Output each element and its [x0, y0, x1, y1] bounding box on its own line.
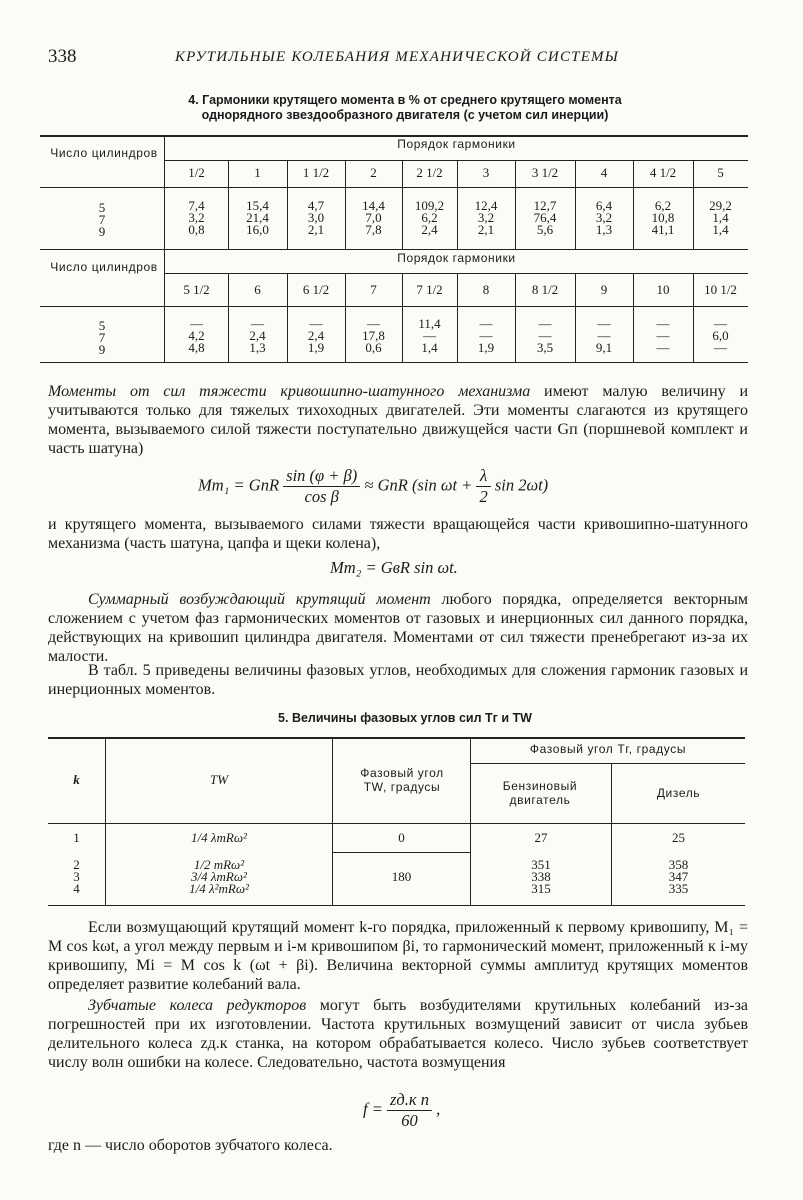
table4-value: 12,4 — [474, 198, 498, 213]
table4-cyl: 7 — [98, 330, 106, 345]
rule — [48, 823, 745, 824]
table5-k: 2 — [73, 857, 80, 872]
table5-header-diesel: Дизель — [656, 786, 701, 800]
table4-value: 1,3 — [249, 340, 266, 355]
table4-value: 9,1 — [595, 340, 613, 355]
paragraph-italic: Зубчатые колеса редукторов — [88, 997, 307, 1014]
table4-value: — — [538, 328, 552, 343]
table4-value: 4,8 — [188, 340, 205, 355]
table5-phase-w: 180 — [391, 869, 412, 884]
table5-petrol: 338 — [531, 869, 551, 884]
table5-tw: 1/2 mRω² — [193, 857, 245, 872]
formula-fraction — [387, 1090, 432, 1131]
table4-order: 4 1/2 — [649, 165, 677, 180]
table4-value: 2,4 — [421, 222, 438, 237]
table4-value: 15,4 — [246, 198, 269, 213]
running-title: КРУТИЛЬНЫЕ КОЛЕБАНИЯ МЕХАНИЧЕСКОЙ СИСТЕМЫ — [175, 49, 620, 65]
table4-value: — — [367, 316, 380, 331]
table4-value: 3,2 — [595, 210, 613, 225]
table4-order: 1 — [254, 165, 261, 180]
paragraph-italic: Моменты от сил тяжести кривошипно-шатунного механизма — [48, 383, 531, 400]
table4-value: 109,2 — [414, 198, 445, 213]
table4-value: — — [251, 316, 264, 331]
table4-value: — — [714, 340, 727, 355]
table4-value: 4,7 — [307, 198, 325, 213]
table4-value: — — [479, 328, 493, 343]
formula-denominator: cos β — [304, 487, 339, 506]
table4-value: — — [190, 316, 203, 331]
table4-order: 7 — [370, 282, 377, 297]
table5-header-petrol: Бензиновый двигатель — [502, 779, 578, 807]
table4-value: 12,7 — [533, 198, 557, 213]
table4-value: 7,0 — [365, 210, 382, 225]
table4-value: 16,0 — [246, 222, 269, 237]
formula-part: f = — [363, 1099, 383, 1119]
table4-value: — — [309, 316, 323, 331]
table4-order: 5 1/2 — [183, 282, 210, 297]
table5-diesel: 25 — [672, 830, 685, 845]
table5-petrol: 27 — [534, 830, 548, 845]
rule — [48, 737, 745, 739]
table4-value: 41,1 — [651, 222, 675, 237]
table4-cyl: 9 — [98, 342, 106, 357]
table4-value: 5,6 — [536, 222, 554, 237]
formula-numerator: sin (φ + β) — [283, 466, 360, 487]
table4-col-group: Порядок гармоники — [397, 137, 516, 151]
table5-tw: 3/4 λmRω² — [191, 869, 247, 884]
formula-part: sin 2ωt) — [494, 475, 549, 495]
formula-denominator: 2 — [479, 487, 488, 506]
table4-order: 10 1/2 — [704, 282, 737, 297]
table4-cyl: 5 — [98, 200, 106, 215]
table5-header-k: k — [73, 772, 80, 787]
paragraph-text: любого порядка, определяется векторным сложением с учетом фаз гармонических моментов от газовых и инерционных сил данного порядка, действующих на кривошип цилиндра двигателя. Моментами от сил тяжести пренебрегают из-за их малости. — [48, 591, 748, 665]
table4-caption-line2: однорядного звездообразного двигателя (с учетом сил инерции) — [201, 108, 609, 122]
table4-value: — — [479, 316, 493, 331]
table4-value: 7,4 — [188, 198, 205, 213]
table4-value: 7,8 — [365, 222, 382, 237]
paragraph-text: имеют малую величину и учитываются только для тяжелых тихоходных двигателей. Эти моменты слагаются из крутящего момента, вызываемого силой тяжести поступательно движущейся части Gп (поршневой комплект и часть шатуна) — [48, 383, 749, 457]
table4-value: 6,0 — [712, 328, 729, 343]
table4-order: 1 1/2 — [302, 165, 330, 180]
table4-value: 1,9 — [477, 340, 495, 355]
table4-order: 3 1/2 — [531, 165, 559, 180]
table4-value: 3,2 — [477, 210, 495, 225]
formula-denominator: 60 — [401, 1111, 418, 1130]
table4-value: 1,4 — [421, 340, 438, 355]
table4-order: 1/2 — [188, 165, 205, 180]
formula-numerator: λ — [476, 466, 490, 487]
table4-value: 2,1 — [477, 222, 495, 237]
table4-value: — — [656, 340, 670, 355]
table4-value: 3,5 — [536, 340, 554, 355]
formula-part: Mm₁ = GпR — [198, 475, 280, 495]
table4-value: — — [597, 328, 611, 343]
table4-cyl: 5 — [98, 318, 106, 333]
table4-order: 8 — [482, 282, 490, 297]
table4-value: 10,8 — [651, 210, 675, 225]
table4-value: 1,4 — [712, 210, 729, 225]
formula-part: ≈ GпR (sin ωt + — [364, 475, 473, 495]
table4-value: 14,4 — [362, 198, 385, 213]
table5-header-phase-w: Фазовый угол TW, градусы — [360, 766, 444, 794]
table4-value: 1,9 — [307, 340, 325, 355]
table5-k: 4 — [73, 881, 80, 896]
table4-row-header: Число цилиндров — [50, 146, 158, 160]
table4-value: — — [714, 316, 727, 331]
table4-order: 7 1/2 — [416, 282, 443, 297]
page-number: 338 — [48, 46, 77, 67]
table4-value: 17,8 — [362, 328, 385, 343]
table4-value: 3,2 — [188, 210, 205, 225]
table4-cyl: 9 — [98, 224, 106, 239]
table4-value: 4,2 — [188, 328, 205, 343]
table4-value: 2,4 — [307, 328, 325, 343]
paragraph-table5-ref: В табл. 5 приведены величины фазовых углов, необходимых для сложения гармоник газовых и инерционных моментов. — [48, 662, 748, 698]
table4-order: 5 — [717, 165, 724, 180]
paragraph-rotating-part: и крутящего момента, вызываемого силами тяжести вращающейся части кривошипно-шатунного механизма (часть шатуна, цапфа и щеки колена), — [48, 516, 748, 552]
table4-value: — — [656, 316, 670, 331]
table5-k: 3 — [73, 869, 80, 884]
table4-cyl: 7 — [98, 212, 106, 227]
table5-petrol: 315 — [531, 881, 551, 896]
rule — [470, 763, 745, 764]
formula-frequency — [363, 1090, 440, 1131]
paragraph-where-n: где n — число оборотов зубчатого колеса. — [48, 1137, 333, 1154]
table4-order: 3 — [482, 165, 490, 180]
table5-caption: 5. Величины фазовых углов сил Tг и TW — [278, 711, 532, 725]
formula-numerator: zд.к n — [387, 1090, 432, 1111]
table4-row-header: Число цилиндров — [50, 260, 158, 274]
table4-order: 2 1/2 — [416, 165, 443, 180]
table4-value: 11,4 — [418, 316, 441, 331]
paragraph-harmonic-moment: Если возмущающий крутящий момент k-го порядка, приложенный к первому кривошипу, M₁ = M cos kωt, а угол между первым и i-м кривошипом βi, то гармонический момент, приложенный к i-му кривошипу, Mi = M cos k (ωt + βi). Величина векторной суммы амплитуд крутящих моментов определяет развитие колебаний вала. — [48, 919, 748, 993]
table4-caption-line1: 4. Гармоники крутящего момента в % от среднего крутящего момента — [188, 93, 622, 107]
table5-diesel: 358 — [668, 857, 689, 872]
table4-value: 3,0 — [307, 210, 325, 225]
table4-value: 21,4 — [246, 210, 269, 225]
table4-value: 6,4 — [595, 198, 613, 213]
table4-value: 6,2 — [654, 198, 672, 213]
table5-petrol: 351 — [531, 857, 551, 872]
table4-order: 9 — [600, 282, 608, 297]
table5-k: 1 — [73, 830, 80, 845]
table5-header-phase-g: Фазовый угол Tг, градусы — [529, 742, 687, 756]
table4-value: — — [597, 316, 611, 331]
table4-col-group: Порядок гармоники — [397, 251, 516, 265]
table4-value: 2,4 — [249, 328, 266, 343]
table4-value: 0,6 — [365, 340, 382, 355]
table4-value: 1,3 — [595, 222, 613, 237]
table5-tw: 1/4 λmRω² — [191, 830, 247, 845]
table5-tw: 1/4 λ²mRω² — [189, 881, 249, 896]
paragraph-gears — [48, 996, 748, 1072]
table4-order: 6 1/2 — [302, 282, 330, 297]
table4-order: 8 1/2 — [531, 282, 559, 297]
table5-diesel: 347 — [668, 869, 689, 884]
formula-part: , — [436, 1099, 441, 1119]
table4-value: — — [538, 316, 552, 331]
table4-value: 76,4 — [533, 210, 557, 225]
paragraph-italic: Суммарный возбуждающий крутящий момент — [88, 591, 431, 608]
table5-diesel: 335 — [668, 881, 689, 896]
table4-order: 6 — [254, 282, 261, 297]
table4-value: 6,2 — [421, 210, 438, 225]
paragraph-text: могут быть возбудителями крутильных колебаний из-за погрешностей при их изготовлении. Частота крутильных возмущений зависит от числа зубьев делительного колеса zд.к станка, на котором обрабатывается колесо. Число зубьев соответствует числу волн ошибки на колесе. Следовательно, частота возмущения — [48, 997, 748, 1071]
table4-order: 4 — [600, 165, 608, 180]
table4-order: 10 — [656, 282, 670, 297]
rule — [48, 905, 745, 906]
rule — [333, 852, 470, 853]
table4-value: 1,4 — [712, 222, 729, 237]
table4-order: 2 — [370, 165, 377, 180]
table4-value: 29,2 — [709, 198, 732, 213]
table4-value: — — [423, 328, 436, 343]
table5-header-tw: TW — [209, 772, 229, 787]
formula-mm2: Mm₂ = GвR sin ωt. — [330, 558, 458, 577]
table4-value: 2,1 — [307, 222, 325, 237]
table4-value: 0,8 — [188, 222, 205, 237]
table5-phase-w: 0 — [398, 830, 405, 845]
table4-value: — — [656, 328, 670, 343]
